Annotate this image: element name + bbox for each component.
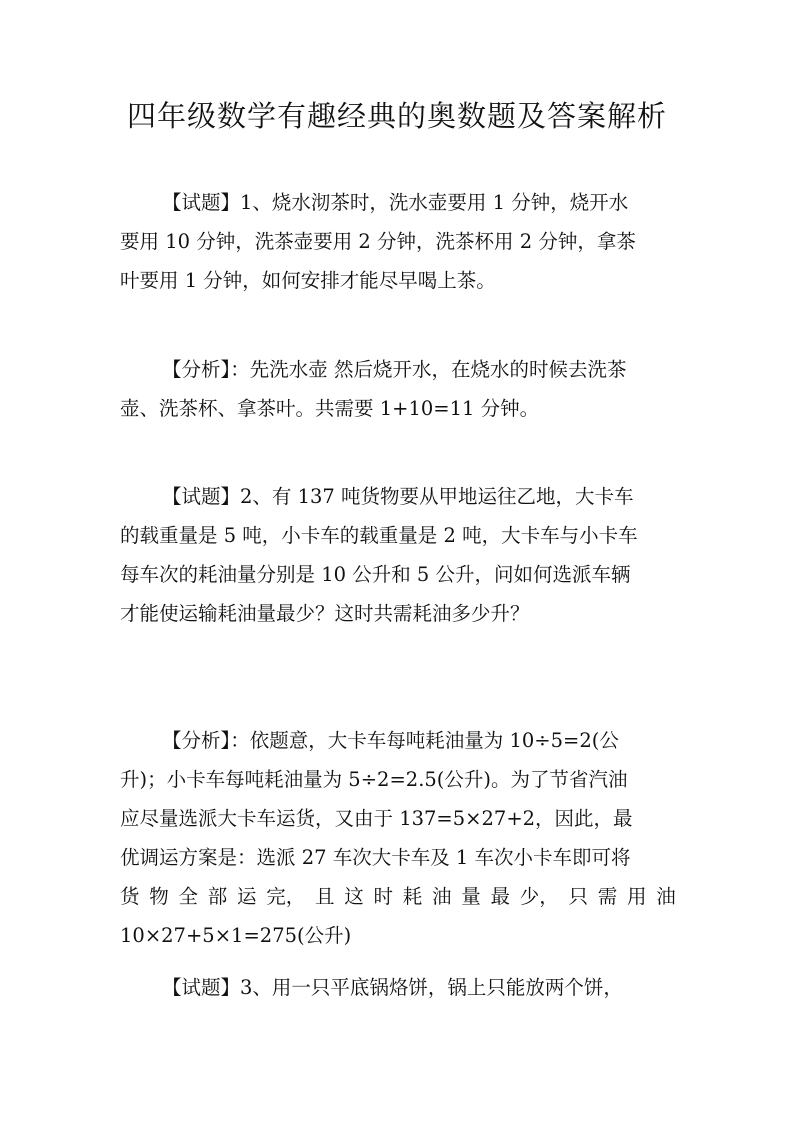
document-title: 四年级数学有趣经典的奥数题及答案解析: [126, 99, 667, 133]
justified-char: 完，: [266, 885, 306, 908]
analysis-2-paragraph: [120, 721, 680, 955]
justified-char: 油: [432, 885, 452, 908]
justified-char: 量: [461, 885, 481, 908]
justified-char: 全: [178, 885, 199, 908]
analysis-1-line-2: 壶、洗茶杯、拿茶叶。共需要 1+10=11 分钟。: [120, 397, 540, 420]
analysis-2-line-3: 应尽量选派大卡车运货，又由于 137=5×27+2，因此，最: [120, 807, 633, 830]
analysis-2-line-6: 10×27+5×1=275(公升): [120, 924, 352, 947]
analysis-2-line-5-justified: [120, 877, 676, 916]
justified-char: 只: [568, 885, 589, 908]
question-2-line-1: 【试题】2、有 137 吨货物要从甲地运往乙地，大卡车: [162, 485, 634, 508]
justified-char: 时: [373, 885, 394, 908]
question-1-line-2: 要用 10 分钟，洗茶壶要用 2 分钟，洗茶杯用 2 分钟，拿茶: [120, 230, 636, 253]
justified-char: 货: [120, 885, 140, 908]
justified-char: 用: [627, 885, 647, 908]
justified-char: 部: [207, 885, 228, 908]
question-2-paragraph: [120, 477, 680, 633]
justified-char: 耗: [402, 885, 423, 908]
justified-char: 最: [490, 885, 511, 908]
justified-char: 物: [149, 885, 169, 908]
question-2-line-2: 的载重量是 5 吨，小卡车的载重量是 2 吨，大卡车与小卡车: [120, 524, 638, 547]
question-3-line-1: 【试题】3、用一只平底锅烙饼，锅上只能放两个饼，: [162, 976, 623, 999]
analysis-1-paragraph: [120, 350, 680, 428]
justified-char: 且: [315, 885, 335, 908]
question-2-line-3: 每车次的耗油量分别是 10 公升和 5 公升，问如何选派车辆: [120, 563, 631, 586]
question-3-paragraph: [120, 968, 680, 1007]
question-2-line-4: 才能使运输耗油量最少？这时共需耗油多少升？: [120, 602, 530, 625]
justified-char: 油: [656, 885, 676, 908]
justified-char: 运: [237, 885, 257, 908]
analysis-2-line-1: 【分析】：依题意，大卡车每吨耗油量为 10÷5=2(公: [162, 729, 619, 752]
justified-char: 少，: [519, 885, 559, 908]
analysis-2-line-4: 优调运方案是：选派 27 车次大卡车及 1 车次小卡车即可将: [120, 846, 631, 869]
analysis-2-line-2: 升)；小卡车每吨耗油量为 5÷2=2.5(公升)。为了节省汽油: [120, 768, 628, 791]
analysis-1-line-1: 【分析】：先洗水壶 然后烧开水，在烧水的时候去洗茶: [162, 358, 627, 381]
question-1-paragraph: [120, 183, 680, 300]
question-1-line-1: 【试题】1、烧水沏茶时，洗水壶要用 1 分钟，烧开水: [162, 191, 629, 214]
justified-char: 这: [344, 885, 364, 908]
justified-char: 需: [597, 885, 618, 908]
question-1-line-3: 叶要用 1 分钟，如何安排才能尽早喝上茶。: [120, 269, 496, 292]
